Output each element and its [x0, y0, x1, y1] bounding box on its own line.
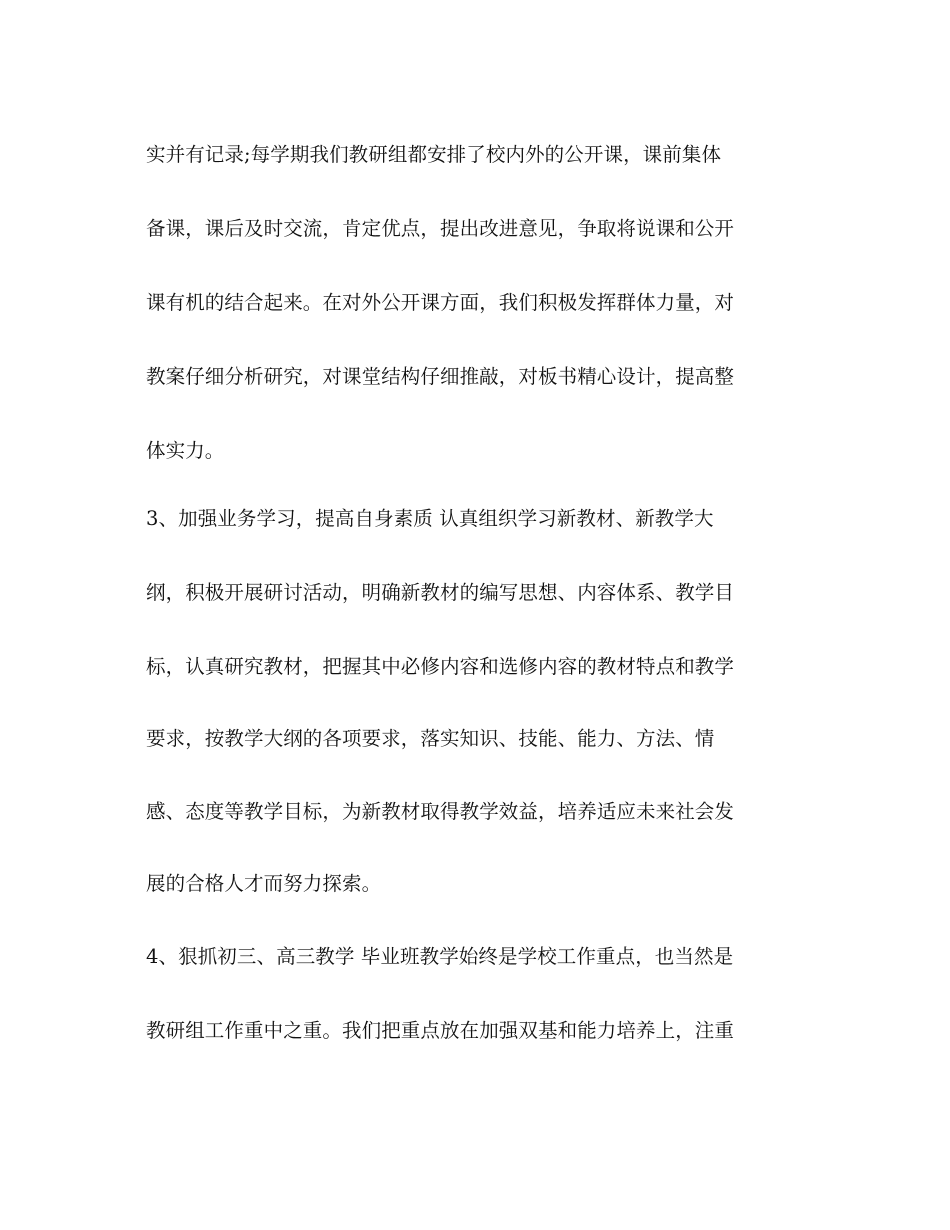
- text-line: 感、态度等教学目标，为新教材取得教学效益，培养适应未来社会发: [146, 800, 735, 823]
- text-line: 4、狠抓初三、高三教学 毕业班教学始终是学校工作重点，也当然是: [146, 945, 734, 968]
- text-line: 展的合格人才而努力探索。: [146, 872, 382, 895]
- text-line: 3、加强业务学习，提高自身素质 认真组织学习新教材、新教学大: [146, 507, 714, 530]
- text-line: 纲，积极开展研讨活动，明确新教材的编写思想、内容体系、教学目: [146, 581, 735, 604]
- text-line: 课有机的结合起来。在对外公开课方面，我们积极发挥群体力量，对: [146, 291, 735, 314]
- text-line: 教研组工作重中之重。我们把重点放在加强双基和能力培养上，注重: [146, 1019, 735, 1042]
- text-line: 标，认真研究教材，把握其中必修内容和选修内容的教材特点和教学: [146, 655, 735, 678]
- text-line: 实并有记录;每学期我们教研组都安排了校内外的公开课，课前集体: [146, 143, 722, 166]
- text-line: 体实力。: [146, 439, 225, 462]
- text-line: 教案仔细分析研究，对课堂结构仔细推敲，对板书精心设计，提高整: [146, 365, 735, 388]
- text-line: 要求，按教学大纲的各项要求，落实知识、技能、能力、方法、情: [146, 727, 715, 750]
- text-line: 备课，课后及时交流，肯定优点，提出改进意见，争取将说课和公开: [146, 217, 735, 240]
